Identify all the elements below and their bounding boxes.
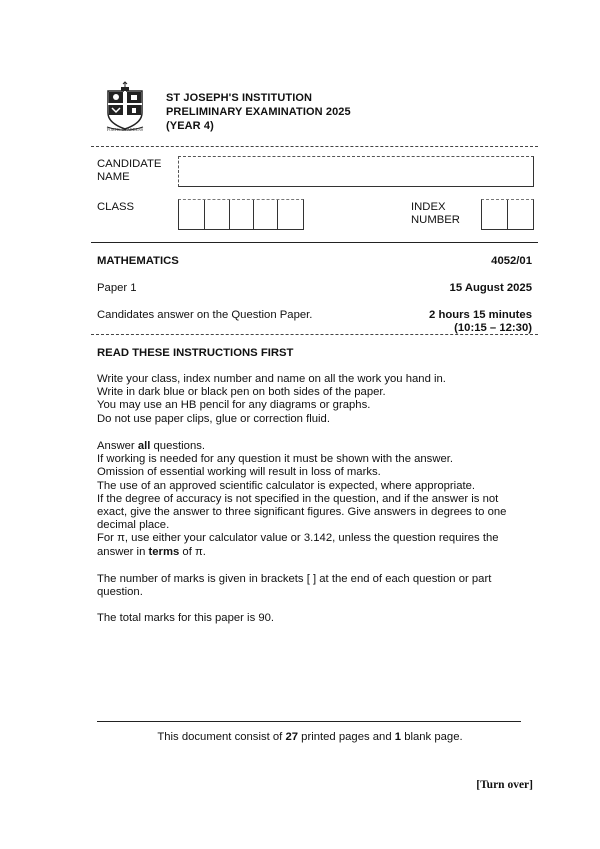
instruction-line: The number of marks is given in brackets [ ] at the end of each question or part <box>97 573 492 585</box>
instruction-line: question. <box>97 586 143 599</box>
class-field[interactable] <box>178 199 304 230</box>
paper-divider <box>91 334 538 335</box>
class-cell-divider <box>229 200 230 229</box>
candidate-name-field[interactable] <box>178 156 534 187</box>
instruction-line: Omission of essential working will result in loss of marks. <box>97 466 381 479</box>
index-number-field[interactable] <box>481 199 534 230</box>
instruction-line: For π, use either your calculator value or 3.142, unless the question requires the <box>97 532 499 545</box>
exam-time: (10:15 – 12:30) <box>454 322 532 334</box>
school-name: ST JOSEPH'S INSTITUTION <box>166 92 313 104</box>
index-cell-divider <box>507 200 508 229</box>
candidate-divider <box>91 242 538 243</box>
crest-icon <box>103 81 147 133</box>
instruction-line: The use of an approved scientific calculator is expected, where appropriate. <box>97 479 476 492</box>
class-cell-divider <box>204 200 205 229</box>
instruction-line: If working is needed for any question it must be shown with the answer. <box>97 453 454 466</box>
answer-all-line: Answer all questions. <box>97 440 206 452</box>
exam-year: (YEAR 4) <box>166 120 214 132</box>
index-number-label: INDEX NUMBER <box>411 201 460 226</box>
instruction-line: If the degree of accuracy is not specified in the question, and if the answer is not <box>97 492 499 505</box>
candidate-name-label: CANDIDATE NAME <box>97 158 162 183</box>
class-cell-divider <box>277 200 278 229</box>
subject-title: MATHEMATICS <box>97 255 179 267</box>
marks-note <box>97 573 527 599</box>
answer-note: Candidates answer on the Question Paper. <box>97 309 313 321</box>
instruction-line: Do not use paper clips, glue or correction fluid. <box>97 412 330 425</box>
school-crest <box>103 81 147 133</box>
paper-code: 4052/01 <box>491 255 532 267</box>
exam-date: 15 August 2025 <box>449 282 532 294</box>
crest-motto: FORTIS ET ARDENS <box>106 127 144 132</box>
pi-terms-line: answer in terms of π. <box>97 545 206 558</box>
instructions-block-1 <box>97 373 527 426</box>
instructions-heading: READ THESE INSTRUCTIONS FIRST <box>97 347 294 359</box>
instruction-line: Write your class, index number and name on all the work you hand in. <box>97 373 446 385</box>
exam-duration: 2 hours 15 minutes <box>429 309 532 321</box>
total-marks: The total marks for this paper is 90. <box>97 612 275 624</box>
class-label: CLASS <box>97 201 135 213</box>
header-divider <box>91 146 538 147</box>
footer-divider <box>97 721 521 722</box>
class-cell-divider <box>253 200 254 229</box>
exam-title: PRELIMINARY EXAMINATION 2025 <box>166 106 351 118</box>
instructions-block-2 <box>97 440 527 559</box>
turn-over-note: [Turn over] <box>476 779 533 791</box>
instruction-line: decimal place. <box>97 519 170 532</box>
paper-number: Paper 1 <box>97 282 137 294</box>
instruction-line: You may use an HB pencil for any diagrams or graphs. <box>97 399 371 412</box>
instruction-line: Write in dark blue or black pen on both sides of the paper. <box>97 386 386 399</box>
page-count-note: This document consist of 27 printed pages and 1 blank page. <box>157 731 463 743</box>
instruction-line: exact, give the answer to three significant figures. Give answers in degrees to one <box>97 506 507 519</box>
